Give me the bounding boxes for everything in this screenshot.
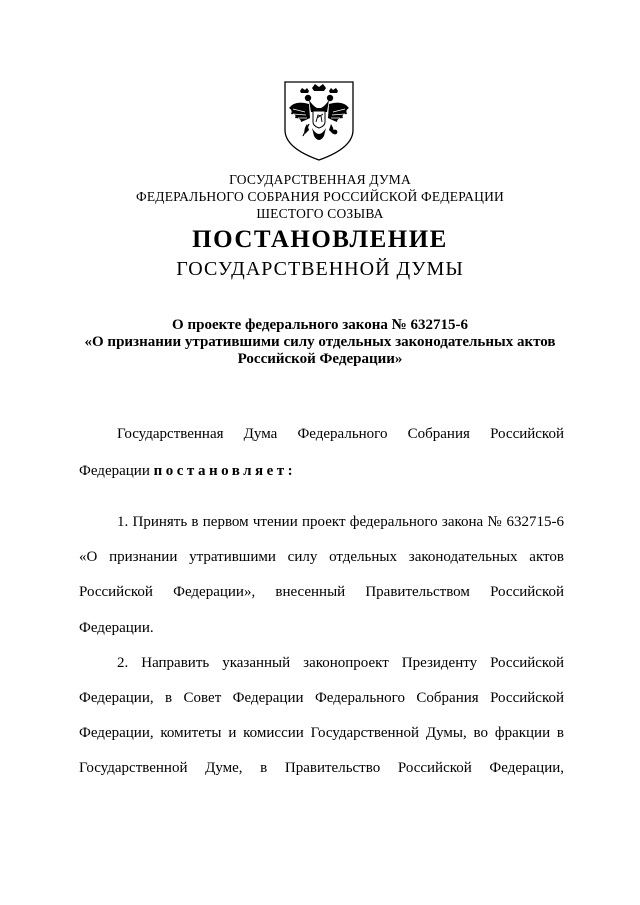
paragraph-2-line-1: 2. Направить указанный законопроект Президенту Российской bbox=[117, 655, 564, 671]
intro-line-2 bbox=[79, 461, 564, 481]
subject-line-2: «О признании утратившими силу отдельных законодательных актов bbox=[84, 334, 556, 350]
header-line-duma: ГОСУДАРСТВЕННАЯ ДУМА bbox=[229, 172, 411, 187]
paragraph-1-line-1: 1. Принять в первом чтении проект федерального закона № 632715-6 bbox=[117, 514, 564, 530]
paragraph-2-line-2: Федерации, в Совет Федерации Федерального Собрания Российской bbox=[79, 690, 564, 706]
resolves-phrase: постановляет: bbox=[153, 463, 297, 479]
document-type-title: ПОСТАНОВЛЕНИЕ bbox=[192, 226, 448, 253]
paragraph-2-line-3: Федерации, комитеты и комиссии Государственной Думы, во фракции в bbox=[79, 725, 564, 741]
russian-coat-of-arms-icon bbox=[279, 78, 359, 162]
paragraph-1-line-3: Российской Федерации», внесенный Правительством Российской bbox=[79, 584, 564, 600]
subject-line-3: Российской Федерации» bbox=[237, 351, 403, 367]
document-issuer-subtitle: ГОСУДАРСТВЕННОЙ ДУМЫ bbox=[176, 258, 464, 280]
subject-line-1: О проекте федерального закона № 632715-6 bbox=[172, 317, 468, 333]
paragraph-1-line-2: «О признании утратившими силу отдельных законодательных актов bbox=[79, 549, 564, 565]
header-line-federal-assembly: ФЕДЕРАЛЬНОГО СОБРАНИЯ РОССИЙСКОЙ ФЕДЕРАЦИИ bbox=[136, 189, 504, 204]
issuer-header bbox=[0, 171, 640, 222]
paragraph-2-line-4: Государственной Думе, в Правительство Российской Федерации, bbox=[79, 760, 564, 776]
document-subject bbox=[0, 317, 640, 368]
intro-line-1: Государственная Дума Федерального Собрания Российской bbox=[117, 426, 564, 442]
intro-prefix: Федерации bbox=[79, 463, 154, 479]
header-line-convocation: ШЕСТОГО СОЗЫВА bbox=[256, 206, 384, 221]
paragraph-1-line-4: Федерации. bbox=[79, 620, 154, 636]
